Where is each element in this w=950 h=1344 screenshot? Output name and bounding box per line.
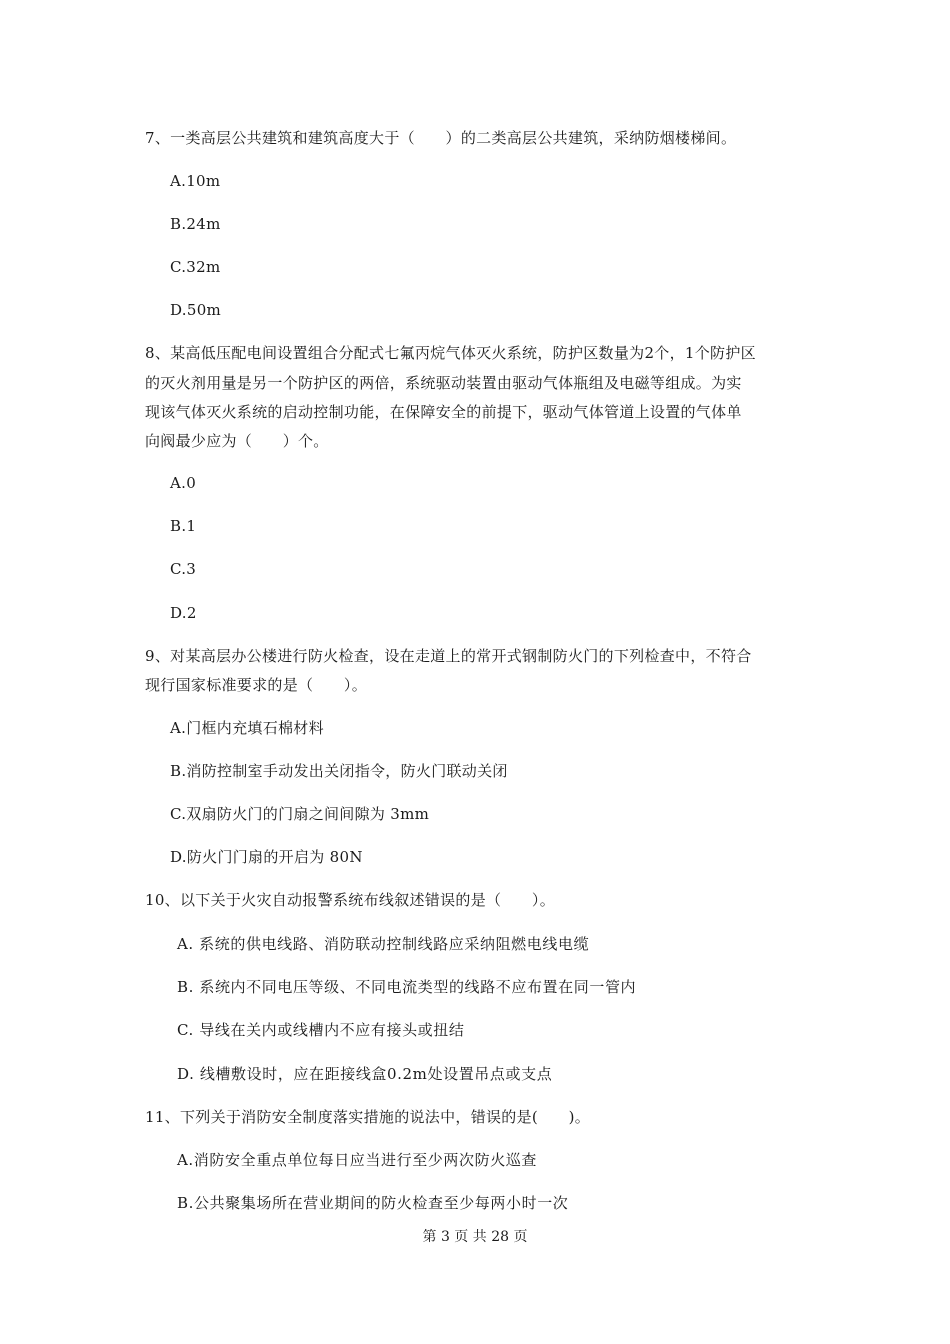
question-11-option-b: B.公共聚集场所在营业期间的防火检查至少每两小时一次 — [177, 1194, 569, 1212]
question-9-stem-line-2: 现行国家标准要求的是（ ）。 — [145, 676, 368, 694]
question-9-option-d: D.防火门门扇的开启为 80N — [170, 848, 363, 866]
question-11-option-a: A.消防安全重点单位每日应当进行至少两次防火巡查 — [177, 1151, 538, 1169]
question-8-stem-line-1: 8、某高低压配电间设置组合分配式七氟丙烷气体灭火系统，防护区数量为2个，1个防护区 — [145, 344, 756, 362]
question-7-option-c: C.32m — [170, 258, 221, 276]
question-10-option-a: A. 系统的供电线路、消防联动控制线路应采纳阻燃电线电缆 — [177, 935, 590, 953]
question-10-option-b: B. 系统内不同电压等级、不同电流类型的线路不应布置在同一管内 — [177, 978, 637, 996]
question-11-stem: 11、下列关于消防安全制度落实措施的说法中，错误的是( )。 — [145, 1108, 591, 1126]
question-8-stem-line-2: 的灭火剂用量是另一个防护区的两倍，系统驱动装置由驱动气体瓶组及电磁等组成。为实 — [145, 374, 742, 392]
question-9-option-b: B.消防控制室手动发出关闭指令，防火门联动关闭 — [170, 762, 508, 780]
question-9-option-a: A.门框内充填石棉材料 — [170, 719, 324, 737]
question-8-option-a: A.0 — [170, 474, 197, 492]
question-9-stem-line-1: 9、对某高层办公楼进行防火检查，设在走道上的常开式钢制防火门的下列检查中，不符合 — [145, 647, 752, 665]
question-8-stem-line-3: 现该气体灭火系统的启动控制功能，在保障安全的前提下，驱动气体管道上设置的气体单 — [145, 403, 742, 421]
question-8-option-b: B.1 — [170, 517, 197, 535]
page-footer: 第 3 页 共 28 页 — [422, 1229, 528, 1245]
question-10-stem: 10、以下关于火灾自动报警系统布线叙述错误的是（ ）。 — [145, 891, 555, 909]
question-8-option-c: C.3 — [170, 560, 197, 578]
question-7-option-b: B.24m — [170, 215, 221, 233]
question-10-option-c: C. 导线在关内或线槽内不应有接头或扭结 — [177, 1021, 465, 1039]
question-7-option-d: D.50m — [170, 301, 222, 319]
question-10-option-d: D. 线槽敷设时，应在距接线盒0.2m处设置吊点或支点 — [177, 1065, 553, 1083]
question-8-option-d: D.2 — [170, 604, 197, 622]
question-9-option-c: C.双扇防火门的门扇之间间隙为 3mm — [170, 805, 430, 823]
question-7-option-a: A.10m — [170, 172, 221, 190]
question-7-stem: 7、一类高层公共建筑和建筑高度大于（ ）的二类高层公共建筑，采纳防烟楼梯间。 — [145, 129, 737, 147]
question-8-stem-line-4: 向阀最少应为（ ）个。 — [145, 432, 329, 450]
